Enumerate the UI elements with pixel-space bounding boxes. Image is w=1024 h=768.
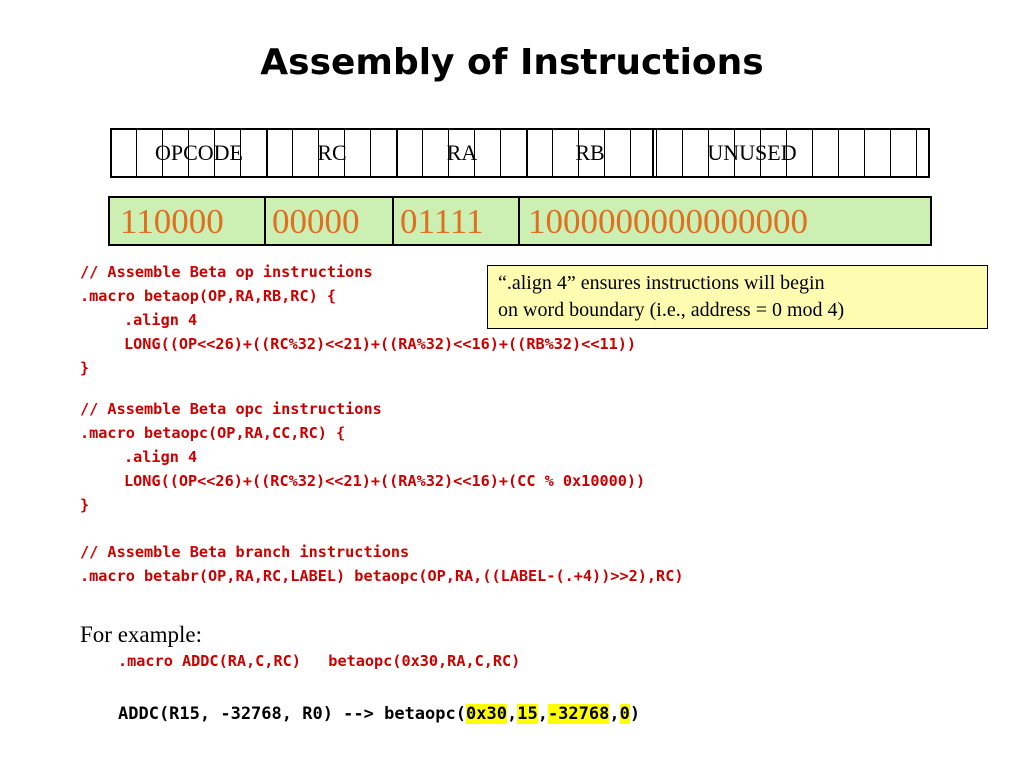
literal-bits-box xyxy=(518,196,932,246)
comment-line: // Assemble Beta branch instructions xyxy=(80,543,410,561)
note-line-2: on word boundary (i.e., address = 0 mod 4) xyxy=(498,299,845,321)
opcode-bits-box xyxy=(108,196,266,246)
page-title: Assembly of Instructions xyxy=(260,42,764,83)
macro-line: .macro betabr(OP,RA,RC,LABEL) betaopc(OP,RA,((LABEL-(.+4))>>2),RC) xyxy=(80,567,684,585)
call-prefix: ADDC(R15, -32768, R0) --> betaopc( xyxy=(118,704,466,724)
field-ra-label: RA xyxy=(446,140,478,165)
field-rb-label: RB xyxy=(575,140,605,165)
rc-bits-box xyxy=(264,196,394,246)
field-rc-label: RC xyxy=(317,140,347,165)
close-brace: } xyxy=(80,496,90,514)
opcode-bits: 110000 xyxy=(120,202,224,241)
code-block-betabr xyxy=(80,540,683,588)
rc-bits: 00000 xyxy=(272,202,360,241)
literal-bits: 1000000000000000 xyxy=(528,202,808,241)
field-opcode-label: OPCODE xyxy=(154,140,243,165)
comment-line: // Assemble Beta op instructions xyxy=(80,263,373,281)
macro-line: .macro betaopc(OP,RA,CC,RC) { xyxy=(80,424,346,442)
ra-bits-box xyxy=(392,196,520,246)
field-unused-label: UNUSED xyxy=(707,140,797,165)
align-line: .align 4 xyxy=(124,311,198,329)
instruction-field-diagram xyxy=(110,128,930,178)
close-brace: } xyxy=(80,359,90,377)
call-suffix: ) xyxy=(629,704,641,724)
arg-rc-highlight: 0 xyxy=(619,704,630,724)
arg-c-highlight: -32768 xyxy=(547,704,610,724)
comma: , xyxy=(506,704,518,724)
long-line: LONG((OP<<26)+((RC%32)<<21)+((RA%32)<<16)+((RB%32)<<11)) xyxy=(124,335,637,353)
binary-encoding xyxy=(108,196,932,248)
align-line: .align 4 xyxy=(124,448,198,466)
example-macro-line: .macro ADDC(RA,C,RC) betaopc(0x30,RA,C,RC) xyxy=(118,652,521,670)
code-block-betaopc xyxy=(80,397,645,517)
ra-bits: 01111 xyxy=(400,202,484,241)
comma: , xyxy=(609,704,620,724)
arg-op-highlight: 0x30 xyxy=(466,704,507,724)
align-note-callout xyxy=(487,265,988,329)
note-line-1: “.align 4” ensures instructions will begin xyxy=(498,272,825,294)
macro-line: .macro betaop(OP,RA,RB,RC) { xyxy=(80,287,337,305)
comma: , xyxy=(537,704,548,724)
comment-line: // Assemble Beta opc instructions xyxy=(80,400,382,418)
long-line: LONG((OP<<26)+((RC%32)<<21)+((RA%32)<<16)+(CC % 0x10000)) xyxy=(124,472,646,490)
arg-ra-highlight: 15 xyxy=(517,704,538,724)
example-heading: For example: xyxy=(80,622,202,647)
example-call-line xyxy=(118,704,640,724)
